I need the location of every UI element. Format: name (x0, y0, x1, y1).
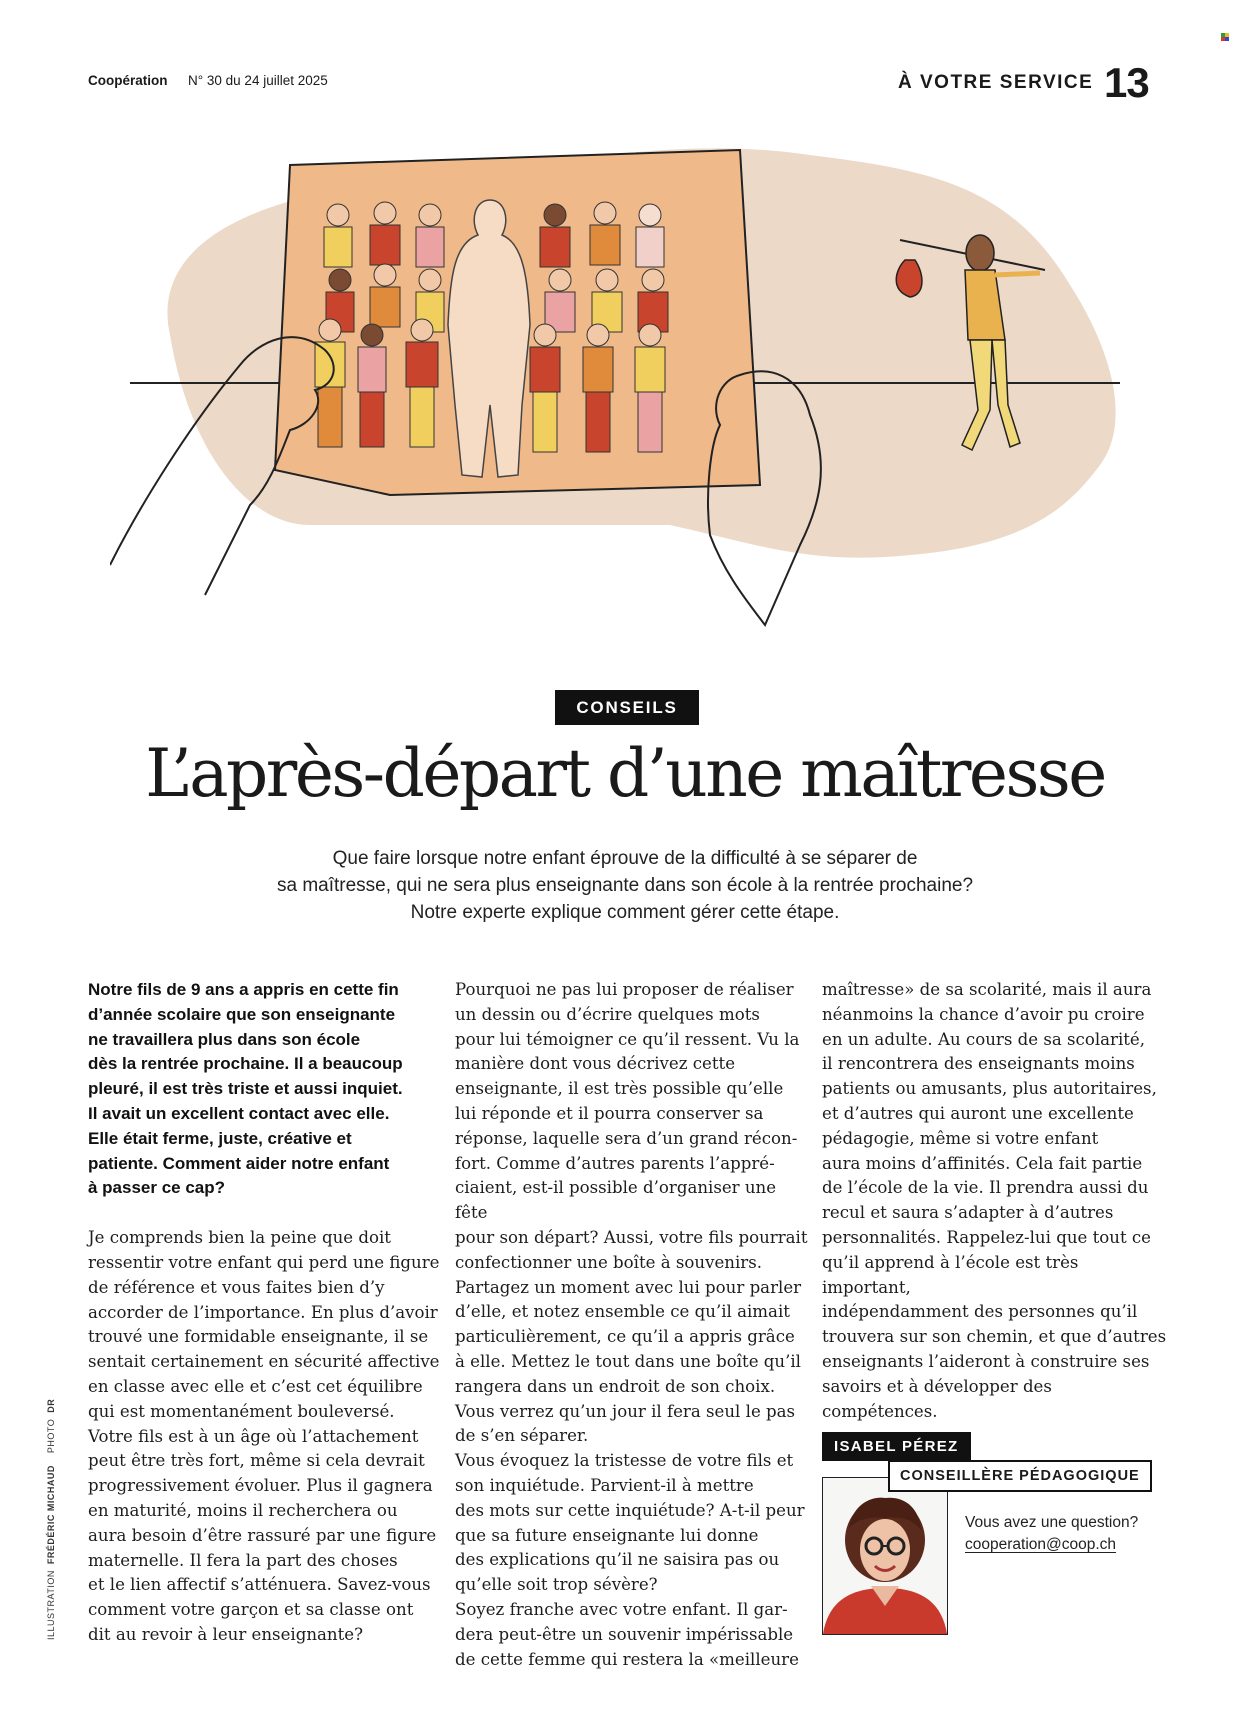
contact-block (965, 1512, 1138, 1556)
author-name: ISABEL PÉREZ (822, 1432, 971, 1461)
page-number: 13 (1104, 59, 1149, 106)
lead-line: Que faire lorsque notre enfant éprouve de la difficulté à se séparer de (332, 848, 918, 869)
article-lead (200, 845, 1050, 926)
answer-text: maîtresse» de sa scolarité, mais il aura néanmoins la chance d’avoir pu croire en un adulte. Au cours de sa scolarité, il rencontrera des enseignants moins patients ou amusants, plus autoritaires, et d’autres qui auront une excellente pédagogie, même si votre enfant aura moins d’affinités. Cela fait partie de l’école de la vie. Il prendra aussi du recul et saura s’adapter à d’autres personnalités. Rappelez-lui que tout ce qu’il apprend à l’école est très important, indépendamment des personnes qu’il trouvera sur son chemin, et que d’autres enseignants l’aideront à construire ses savoirs et à développer des compétences. (822, 980, 1167, 1421)
column-2 (455, 978, 810, 1672)
hero-illustration (110, 125, 1140, 680)
lead-line: sa maîtresse, qui ne sera plus enseignante dans son école à la rentrée prochaine? (276, 875, 974, 896)
author-portrait-drawing (823, 1478, 947, 1634)
lead-line: Notre experte explique comment gérer cette étape. (410, 902, 840, 923)
reader-question: Notre fils de 9 ans a appris en cette fin d’année scolaire que son enseignante ne travaillera plus dans son école dès la rentrée prochaine. Il a beaucoup pleuré, il est très triste et aussi inquiet. Il avait un excellent contact avec elle. Elle était ferme, juste, créative et patiente. Comment aider notre enfant à passer ce cap? (88, 980, 403, 1198)
section-kicker: CONSEILS (555, 690, 699, 725)
article-title: L’après-départ d’une maîtresse (145, 735, 1105, 812)
answer-text: Je comprends bien la peine que doit ressentir votre enfant qui perd une figure de référence et vous faites bien d’y accorder de l’importance. En plus d’avoir trouvé une formidable enseignante, il se sentait certainement en sécurité affective en classe avec elle et c’est cet équilibre qui est momentanément bouleversé. Votre fils est à un âge où l’attachement peut être très fort, même si cela devrait progressivement évoluer. Plus il gagnera en maturité, moins il recherchera ou aura besoin d’être rassuré par une figure maternelle. Il fera la part des choses et le lien affectif s’atténuera. Savez-vous comment votre garçon et sa classe ont dit au revoir à leur enseignante? (88, 1228, 440, 1644)
publication-name: Coopération (88, 73, 168, 88)
answer-text: Pourquoi ne pas lui proposer de réaliser un dessin ou d’écrire quelques mots pour lui témoigner ce qu’il ressent. Vu la manière dont vous décrivez cette enseignante, il est très possible qu’elle lui réponde et il pourra conserver sa réponse, laquelle sera d’un grand récon- fort. Comme d’autres parents l’appré- ciaient, est-il possible d’organiser une fête pour son départ? Aussi, votre fils pourrait confectionner une boîte à souvenirs. Partagez un moment avec lui pour parler d’elle, et notez ensemble ce qu’il aimait particulièrement, ce qu’il a appris grâce à elle. Mettez le tout dans une boîte qu’il rangera dans un endroit de son choix. Vous verrez qu’un jour il fera seul le pas de s’en séparer. Vous évoquez la tristesse de votre fils et son inquiétude. Parvient-il à mettre des mots sur cette inquiétude? A-t-il peur que sa future enseignante lui donne des explications qu’il ne saisira pas ou qu’elle soit trop sévère? Soyez franche avec votre enfant. Il gar- dera peut-être un souvenir impérissable de cette femme qui restera la «meilleure (455, 980, 808, 1669)
illustration-credit: ILLUSTRATION FRÉDÉRIC MICHAUD PHOTO DR (46, 1398, 56, 1640)
print-color-mark (1221, 33, 1229, 41)
ask-label: Vous avez une question? (965, 1514, 1139, 1531)
contact-email-link[interactable]: cooperation@coop.ch (965, 1536, 1117, 1553)
issue-date: N° 30 du 24 juillet 2025 (188, 73, 328, 88)
column-1 (88, 978, 443, 1648)
section-name: À VOTRE SERVICE (898, 72, 1094, 93)
author-role: CONSEILLÈRE PÉDAGOGIQUE (888, 1460, 1152, 1492)
author-portrait (822, 1477, 948, 1635)
column-3 (822, 978, 1167, 1424)
